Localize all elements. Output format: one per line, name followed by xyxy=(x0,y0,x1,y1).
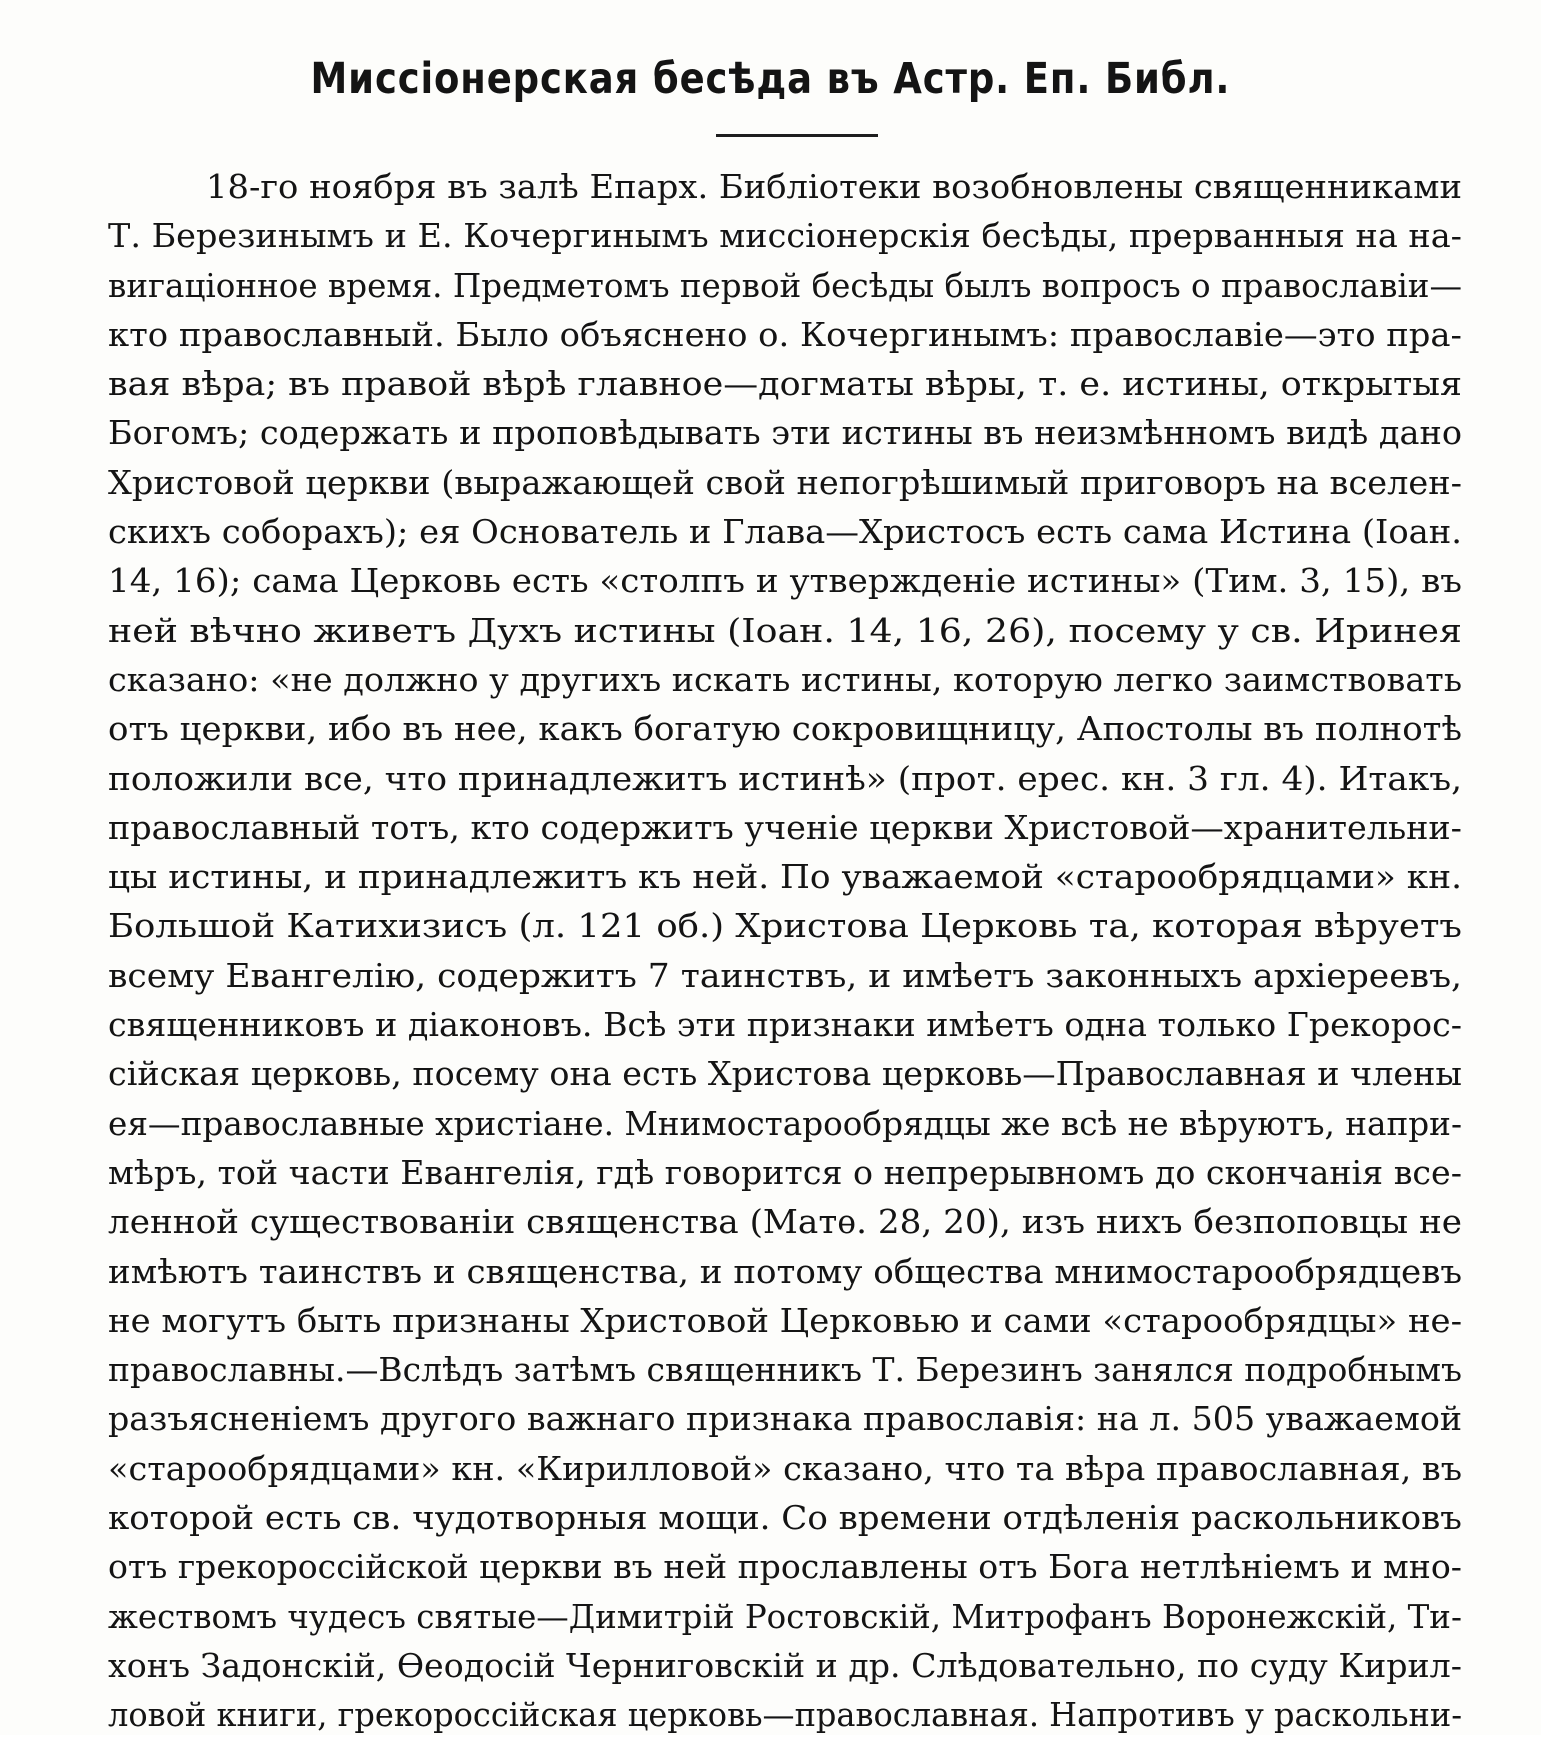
body-text xyxy=(108,162,1462,1740)
text-line: цы истины, и принадлежитъ къ ней. По уважаемой «старообрядцами» кн. xyxy=(108,857,1463,897)
text-line: всему Евангелiю, содержитъ 7 таинствъ, и имѣетъ законныхъ архiереевъ, xyxy=(108,955,1463,995)
title-divider xyxy=(716,134,878,137)
text-line: Христовой церкви (выражающей свой непогрѣшимый приговоръ на вселен- xyxy=(108,462,1462,502)
document-title: Миссiонерская бесѣда въ Астр. Еп. Библ. xyxy=(310,54,1231,104)
text-line: положили все, что принадлежитъ истинѣ» (прот. ерес. кн. 3 гл. 4). Итакъ, xyxy=(108,758,1463,798)
text-line: скихъ соборахъ); ея Основатель и Глава—Христосъ есть сама Истина (Iоан. xyxy=(108,512,1463,552)
text-line: ней вѣчно живетъ Духъ истины (Iоан. 14, 16, 26), посему у св. Иринея xyxy=(108,610,1462,650)
text-line: православны.—Вслѣдъ затѣмъ священникъ Т. Березинъ занялся подробнымъ xyxy=(108,1350,1463,1390)
text-line: ловой книги, грекороссiйская церковь—православная. Напротивъ у раскольни- xyxy=(108,1695,1463,1735)
text-line: Большой Катихизисъ (л. 121 об.) Христова Церковь та, которая вѣруетъ xyxy=(108,906,1463,946)
text-line: которой есть св. чудотворныя мощи. Со времени отдѣленiя раскольниковъ xyxy=(108,1498,1462,1538)
text-line: священниковъ и дiаконовъ. Всѣ эти признаки имѣетъ одна только Грекорос- xyxy=(108,1005,1462,1045)
text-line: отъ грекороссiйской церкви въ ней прославлены отъ Бога нетлѣнiемъ и мно- xyxy=(108,1547,1462,1587)
text-line: ея—православные христiане. Мнимостарообрядцы же всѣ не вѣруютъ, напри- xyxy=(108,1103,1462,1143)
text-line: вая вѣра; въ правой вѣрѣ главное—догматы вѣры, т. е. истины, открытыя xyxy=(108,364,1463,404)
text-line: Т. Березинымъ и Е. Кочергинымъ миссiонерскiя бесѣды, прерванныя на на- xyxy=(108,216,1462,256)
text-line: «старообрядцами» кн. «Кирилловой» сказано, что та вѣра православная, въ xyxy=(108,1448,1462,1488)
text-line: сiйская церковь, посему она есть Христова церковь—Православная и члены xyxy=(108,1054,1462,1094)
text-line: Богомъ; содержать и проповѣдывать эти истины въ неизмѣнномъ видѣ дано xyxy=(108,413,1463,453)
text-line: 18-го ноября въ залѣ Епарх. Библiотеки возобновлены священниками xyxy=(206,167,1462,206)
text-line: имѣютъ таинствъ и священства, и потому общества мнимостарообрядцевъ xyxy=(108,1251,1463,1291)
text-line: жествомъ чудесъ святые—Димитрiй Ростовскiй, Митрофанъ Воронежскiй, Ти- xyxy=(108,1596,1462,1636)
text-line: 14, 16); сама Церковь есть «столпъ и утвержденiе истины» (Тим. 3, 15), въ xyxy=(108,561,1463,601)
text-line: сказано: «не должно у другихъ искать истины, которую легко заимствовать xyxy=(108,659,1463,699)
text-line: вигацiонное время. Предметомъ первой бесѣды былъ вопросъ о православiи— xyxy=(108,265,1463,305)
text-line: мѣръ, той части Евангелiя, гдѣ говорится о непрерывномъ до скончанiя все- xyxy=(108,1152,1462,1192)
text-line: не могутъ быть признаны Христовой Церковью и сами «старообрядцы» не- xyxy=(108,1300,1463,1340)
text-line: отъ церкви, ибо въ нее, какъ богатую сокровищницу, Апостолы въ полнотѣ xyxy=(108,709,1462,749)
text-line: кто православный. Было объяснено о. Кочергинымъ: православiе—это пра- xyxy=(108,314,1462,354)
text-line: ленной существованiи священства (Матѳ. 28, 20), изъ нихъ безпоповцы не xyxy=(108,1202,1463,1242)
text-line: хонъ Задонскiй, Ѳеодосiй Черниговскiй и др. Слѣдовательно, по суду Кирил- xyxy=(108,1645,1462,1685)
text-line: православный тотъ, кто содержитъ ученiе церкви Христовой—хранительни- xyxy=(108,807,1462,847)
text-line: разъясненiемъ другого важнаго признака православiя: на л. 505 уважаемой xyxy=(108,1399,1463,1439)
